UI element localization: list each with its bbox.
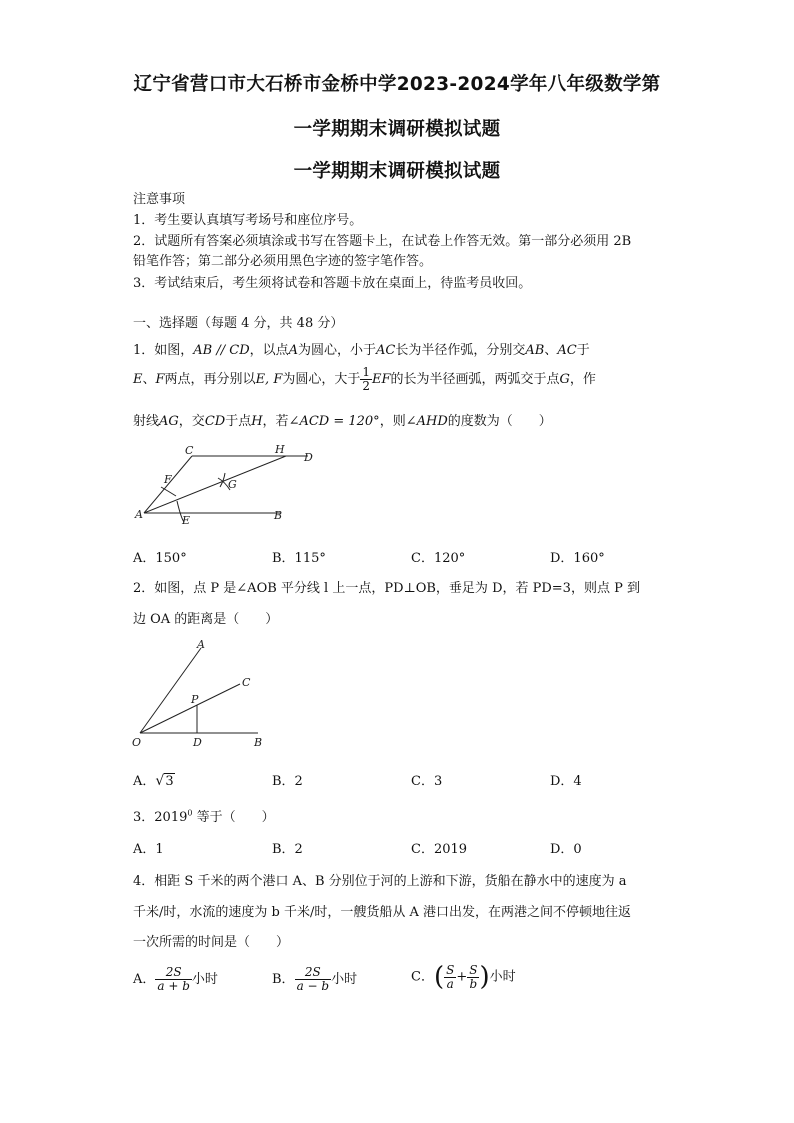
q2-figure (128, 634, 278, 752)
label-b: B (274, 509, 283, 522)
fraction-one-half: $\frac{1}{2}$ (362, 365, 370, 393)
q4-option-c[interactable]: C．( $\frac{S}{a}$ + $\frac{S}{b}$ )小时 (411, 962, 516, 992)
label-o: O (132, 736, 142, 749)
left-paren-icon: ( (433, 962, 445, 992)
right-paren-icon: ) (479, 962, 490, 992)
label-e: E (182, 514, 191, 527)
q4-line-2: 千米/时，水流的速度为 b 千米/时，一艘货船从 A 港口出发，在两港之间不停顿地往返 (133, 905, 631, 920)
notice-item: 1．考生要认真填写考场号和座位序号。 (133, 213, 363, 228)
label-c: C (185, 444, 194, 457)
exam-title-line-3: 一学期期末调研模拟试题 (293, 161, 501, 182)
q2-option-a[interactable]: A．√3 (133, 773, 174, 789)
arc-f (161, 487, 176, 496)
label-c: C (242, 676, 251, 689)
q2-option-b[interactable]: B．2 (272, 774, 303, 789)
fraction: $\frac{S}{b}$ (469, 962, 478, 991)
q1-option-a[interactable]: A．150° (133, 551, 187, 566)
q1-figure (130, 440, 330, 535)
notice-item: 2．试题所有答案必须填涂或书写在答题卡上，在试卷上作答无效。第一部分必须用 2B (133, 234, 632, 249)
section-heading: 一、选择题（每题 4 分，共 48 分） (133, 316, 344, 331)
notice-heading: 注意事项 (133, 192, 186, 207)
q1-line-3: 射线AG，交CD于点H，若∠ACD = 120°，则∠AHD的度数为（ ） (133, 414, 552, 429)
label-p: P (191, 693, 199, 706)
q3-option-d[interactable]: D．0 (550, 842, 582, 857)
label-g: G (228, 478, 237, 491)
label-a: A (135, 508, 143, 521)
q1-line-1: 1．如图，AB // CD，以点A为圆心，小于AC长为半径作弧，分别交AB、AC于 (133, 343, 590, 358)
exam-title-line-2: 一学期期末调研模拟试题 (293, 119, 501, 140)
q4-option-a[interactable]: A． $\frac{2S}{a + b}$ 小时 (133, 965, 218, 993)
q4-option-b[interactable]: B． $\frac{2S}{a - b}$ 小时 (272, 965, 358, 993)
q2-line-2: 边 OA 的距离是（ ） (133, 612, 279, 627)
bisector-oc (140, 684, 240, 733)
q3-option-c[interactable]: C．2019 (411, 842, 468, 857)
notice-item: 3．考试结束后，考生须将试卷和答题卡放在桌面上，待监考员收回。 (133, 276, 532, 291)
exam-title-line-1: 辽宁省营口市大石桥市金桥中学2023-2024学年八年级数学第 (133, 74, 661, 95)
label-h: H (275, 443, 285, 456)
q3-option-a[interactable]: A．1 (133, 842, 164, 857)
label-a: A (197, 638, 205, 651)
ray-oa (140, 648, 201, 733)
q1-option-c[interactable]: C．120° (411, 551, 466, 566)
label-b: B (254, 736, 263, 749)
sqrt-icon: √ (155, 773, 165, 789)
q1-option-d[interactable]: D．160° (550, 551, 605, 566)
q3-option-b[interactable]: B．2 (272, 842, 303, 857)
label-f: F (164, 473, 172, 486)
q4-line-1: 4．相距 S 千米的两个港口 A、B 分别位于河的上游和下游，货船在静水中的速度为 a (133, 874, 627, 889)
label-d: D (193, 736, 202, 749)
q2-option-c[interactable]: C．3 (411, 774, 443, 789)
q4-line-3: 一次所需的时间是（ ） (133, 935, 290, 950)
fraction: $\frac{2S}{a - b}$ (296, 965, 330, 993)
q2-option-d[interactable]: D．4 (550, 774, 582, 789)
notice-item: 铅笔作答；第二部分必须用黑色字迹的签字笔作答。 (133, 254, 433, 269)
q3-line-1: 3．2019$^0$ 等于（ ） (133, 808, 275, 825)
label-d: D (304, 451, 313, 464)
fraction: $\frac{S}{a}$ (446, 962, 455, 991)
q2-line-1: 2．如图，点 P 是∠AOB 平分线 l 上一点，PD⊥OB，垂足为 D，若 PD=3，则点 P 到 (133, 581, 640, 596)
fraction: $\frac{2S}{a + b}$ (157, 965, 190, 993)
q1-line-2: E、F两点，再分别以E, F为圆心，大于 $\frac{1}{2}$ EF的长为半径画弧，两弧交于点G，作 (133, 365, 596, 393)
q1-option-b[interactable]: B．115° (272, 551, 326, 566)
